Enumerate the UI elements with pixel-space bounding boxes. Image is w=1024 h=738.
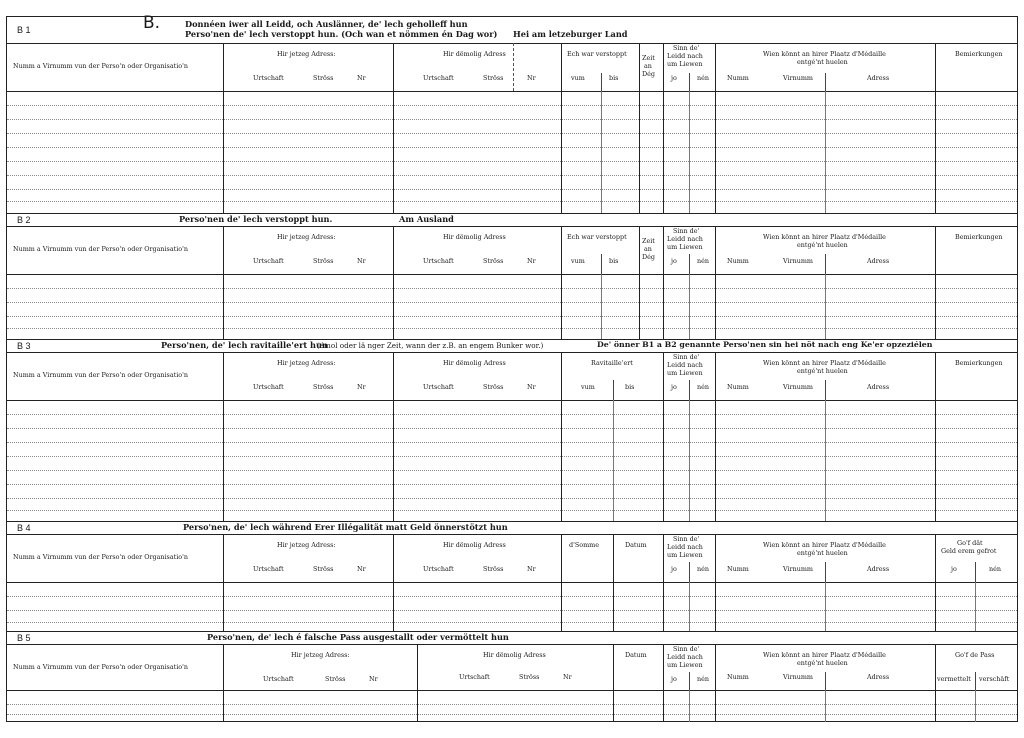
header-money-given: Go'f dät <box>957 539 983 547</box>
header-time: an <box>644 62 652 70</box>
form-main-title: B. <box>143 13 161 33</box>
header-risk: Sinn de' <box>673 645 700 653</box>
section-title-right: Am Ausland <box>399 214 454 224</box>
header-locality: Urtschaft <box>253 74 284 82</box>
header-supplied: Ravitaille'ert <box>591 359 633 367</box>
header-yes: jo <box>671 675 677 683</box>
header-remarks: Bemierkungen <box>955 233 1003 241</box>
header-medal: Wien könnt an hirer Plaatz d'Médaille <box>763 359 886 367</box>
header-hidden: Ech war verstoppt <box>567 50 627 58</box>
header-medal: entgé'nt huelen <box>797 241 848 249</box>
header-hidden: Ech war verstoppt <box>567 233 627 241</box>
header-risk: Sinn de' <box>673 44 700 52</box>
header-street: Ströss <box>483 74 504 82</box>
header-first-name: Virnumm <box>783 383 813 391</box>
header-surname: Numm <box>727 565 749 573</box>
header-time: Dég <box>642 70 655 78</box>
section-title: Perso'nen de' lech verstoppt hun. <box>179 214 333 224</box>
header-risk: Leidd nach <box>667 235 703 243</box>
header-address: Adress <box>867 383 890 391</box>
header-medal: entgé'nt huelen <box>797 659 848 667</box>
header-street: Ströss <box>483 565 504 573</box>
header-number: Nr <box>357 74 366 82</box>
header-surname: Numm <box>727 383 749 391</box>
header-time: Zeit <box>642 237 655 245</box>
header-first-name: Virnumm <box>783 565 813 573</box>
header-yes: jo <box>671 565 677 573</box>
section-b5 <box>7 631 1017 721</box>
header-locality: Urtschaft <box>423 565 454 573</box>
header-street: Ströss <box>313 74 334 82</box>
header-number: Nr <box>527 74 536 82</box>
header-surname: Numm <box>727 74 749 82</box>
header-money-given: Geld erem gefrot <box>941 547 997 555</box>
section-b2 <box>7 213 1017 339</box>
section-code: B 3 <box>17 341 31 351</box>
header-no: nén <box>697 675 710 683</box>
table-body <box>7 400 1017 522</box>
header-number: Nr <box>369 675 378 683</box>
header-risk: Leidd nach <box>667 653 703 661</box>
header-former-address: Hir dëmolig Adress <box>483 651 546 659</box>
section-title: Donnéen iwer all Leidd, och Auslänner, de' lech geholleff hun <box>185 19 468 29</box>
section-code: B 4 <box>17 523 31 533</box>
header-name: Numm a Virnumm vun der Perso'n oder Organisatio'n <box>13 245 188 253</box>
header-no: nén <box>989 565 1002 573</box>
header-current-address: Hir jetzeg Adress: <box>277 50 336 58</box>
header-street: Ströss <box>313 383 334 391</box>
header-no: nén <box>697 74 710 82</box>
section-code: B 5 <box>17 633 31 643</box>
table-header <box>7 226 1017 275</box>
header-number: Nr <box>527 565 536 573</box>
header-locality: Urtschaft <box>263 675 294 683</box>
header-number: Nr <box>357 257 366 265</box>
header-medal: Wien könnt an hirer Plaatz d'Médaille <box>763 233 886 241</box>
header-former-address: Hir dëmolig Adress <box>443 50 506 58</box>
header-issued: vermettelt <box>937 675 971 683</box>
section-b1 <box>7 13 1017 213</box>
section-code: B 2 <box>17 215 31 225</box>
header-risk: Sinn de' <box>673 227 700 235</box>
header-risk: um Liewen <box>667 369 703 377</box>
header-risk: Leidd nach <box>667 543 703 551</box>
header-address: Adress <box>867 257 890 265</box>
table-body <box>7 582 1017 632</box>
header-time: an <box>644 245 652 253</box>
header-yes: jo <box>671 257 677 265</box>
header-remarks: Bemierkungen <box>955 359 1003 367</box>
questionnaire-form <box>6 13 1018 722</box>
header-yes: jo <box>671 383 677 391</box>
header-name: Numm a Virnumm vun der Perso'n oder Organisatio'n <box>13 553 188 561</box>
table-header <box>7 534 1017 583</box>
header-name: Numm a Virnumm vun der Perso'n oder Organisatio'n <box>13 663 188 671</box>
header-number: Nr <box>527 257 536 265</box>
header-number: Nr <box>527 383 536 391</box>
header-first-name: Virnumm <box>783 673 813 681</box>
header-to: bis <box>625 383 635 391</box>
header-time: Dég <box>642 253 655 261</box>
section-title: Perso'nen, de' lech é falsche Pass ausgestallt oder vermöttelt hun <box>207 632 509 642</box>
header-from: vum <box>581 383 595 391</box>
section-b1-band <box>7 13 1017 44</box>
header-risk: Sinn de' <box>673 353 700 361</box>
header-risk: um Liewen <box>667 60 703 68</box>
header-medal: entgé'nt huelen <box>797 549 848 557</box>
header-date: Datum <box>625 651 647 659</box>
header-to: bis <box>609 257 619 265</box>
section-b3 <box>7 339 1017 521</box>
header-yes: jo <box>671 74 677 82</box>
header-medal: entgé'nt huelen <box>797 367 848 375</box>
header-locality: Urtschaft <box>253 565 284 573</box>
header-street: Ströss <box>313 257 334 265</box>
header-from: vum <box>571 257 585 265</box>
header-name: Numm a Virnumm vun der Perso'n oder Organisatio'n <box>13 62 188 70</box>
section-title: Perso'nen, de' lech ravitaille'ert hun <box>161 340 328 350</box>
table-header <box>7 352 1017 401</box>
header-first-name: Virnumm <box>783 257 813 265</box>
header-risk: um Liewen <box>667 551 703 559</box>
header-remarks: Bemierkungen <box>955 50 1003 58</box>
table-header <box>7 644 1017 691</box>
section-title-note: (émol oder lä nger Zeit, wann der z.B. an engem Bunker wor.) <box>317 341 544 350</box>
header-current-address: Hir jetzeg Adress: <box>277 359 336 367</box>
header-medal: Wien könnt an hirer Plaatz d'Médaille <box>763 541 886 549</box>
section-code: B 1 <box>17 25 31 35</box>
header-risk: Leidd nach <box>667 361 703 369</box>
header-first-name: Virnumm <box>783 74 813 82</box>
header-risk: um Liewen <box>667 661 703 669</box>
header-medal: Wien könnt an hirer Plaatz d'Médaille <box>763 651 886 659</box>
header-address: Adress <box>867 565 890 573</box>
header-former-address: Hir dëmolig Adress <box>443 359 506 367</box>
header-former-address: Hir dëmolig Adress <box>443 233 506 241</box>
header-yes: jo <box>951 565 957 573</box>
table-body <box>7 274 1017 340</box>
header-street: Ströss <box>519 673 540 681</box>
header-locality: Urtschaft <box>423 74 454 82</box>
header-current-address: Hir jetzeg Adress: <box>291 651 350 659</box>
header-made: verschäft <box>979 675 1010 683</box>
table-body <box>7 690 1017 722</box>
header-address: Adress <box>867 74 890 82</box>
header-number: Nr <box>563 673 572 681</box>
header-number: Nr <box>357 565 366 573</box>
header-no: nén <box>697 257 710 265</box>
header-former-address: Hir dëmolig Adress <box>443 541 506 549</box>
section-title: Perso'nen, de' lech während Erer Illégalität matt Geld önnerstötzt hun <box>183 522 508 532</box>
header-pass: Go'f de Pass <box>955 651 995 659</box>
header-current-address: Hir jetzeg Adress: <box>277 541 336 549</box>
section-title-right: Hei am letzeburger Land <box>513 29 628 39</box>
header-no: nén <box>697 565 710 573</box>
table-header <box>7 43 1017 92</box>
header-locality: Urtschaft <box>423 383 454 391</box>
header-time: Zeit <box>642 54 655 62</box>
header-medal: Wien könnt an hirer Plaatz d'Médaille <box>763 50 886 58</box>
section-title-right: De' önner B1 a B2 genannte Perso'nen sin hei nöt nach eng Ke'er opzeziélen <box>597 340 933 349</box>
header-from: vum <box>571 74 585 82</box>
header-to: bis <box>609 74 619 82</box>
section-b4 <box>7 521 1017 631</box>
header-risk: Leidd nach <box>667 52 703 60</box>
header-sum: d'Somme <box>569 541 599 549</box>
header-risk: Sinn de' <box>673 535 700 543</box>
header-date: Datum <box>625 541 647 549</box>
table-body <box>7 91 1017 213</box>
header-number: Nr <box>357 383 366 391</box>
header-no: nén <box>697 383 710 391</box>
header-surname: Numm <box>727 673 749 681</box>
header-locality: Urtschaft <box>459 673 490 681</box>
header-street: Ströss <box>483 257 504 265</box>
header-locality: Urtschaft <box>253 257 284 265</box>
header-street: Ströss <box>325 675 346 683</box>
header-risk: um Liewen <box>667 243 703 251</box>
section-title-line2: Perso'nen de' lech verstoppt hun. (Och wan et nömmen én Dag wor) <box>185 29 498 39</box>
header-locality: Urtschaft <box>423 257 454 265</box>
header-street: Ströss <box>313 565 334 573</box>
header-medal: entgé'nt huelen <box>797 58 848 66</box>
header-current-address: Hir jetzeg Adress: <box>277 233 336 241</box>
header-locality: Urtschaft <box>253 383 284 391</box>
header-surname: Numm <box>727 257 749 265</box>
header-address: Adress <box>867 673 890 681</box>
header-name: Numm a Virnumm vun der Perso'n oder Organisatio'n <box>13 371 188 379</box>
header-street: Ströss <box>483 383 504 391</box>
